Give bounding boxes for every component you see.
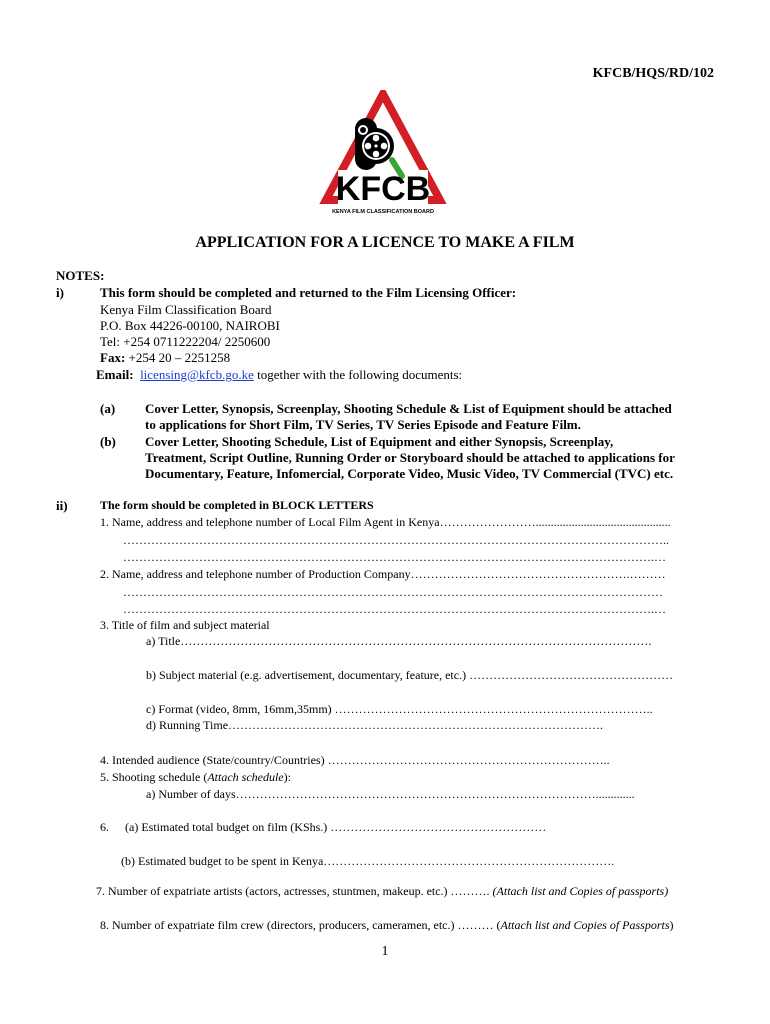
question-1-line-2[interactable]: ……………………………………………………………………………………………………………………….. [123, 533, 669, 547]
logo-wordmark: KFCB [335, 170, 431, 208]
question-6b-kenya-budget[interactable]: (b) Estimated budget to be spent in Kenya………………………………………………………………. [121, 854, 615, 868]
doc-a-text: Cover Letter, Synopsis, Screenplay, Shooting Schedule & List of Equipment should be attached to applications for Short Film, TV Series, TV Series Episode and Feature Film. [145, 401, 672, 432]
doc-a-label: (a) [100, 401, 116, 416]
question-3a-title[interactable]: a) Title………………………………………………………………………………………………………. [146, 634, 652, 648]
question-3c-format[interactable]: c) Format (video, 8mm, 16mm,35mm) …………………………………………………………………….. [146, 702, 653, 716]
question-3d-running-time[interactable]: d) Running Time…………………………………………………………………………………. [146, 718, 604, 732]
question-5a-days[interactable]: a) Number of days………………………………………………………………………………............. [146, 787, 635, 801]
fax-number: +254 20 – 2251258 [125, 350, 231, 365]
question-3: 3. Title of film and subject material [100, 618, 270, 632]
org-name: Kenya Film Classification Board [100, 302, 272, 317]
question-2-line-3[interactable]: …………………………………………………………………………………………………………………….… [123, 602, 666, 616]
question-5: 5. Shooting schedule (Attach schedule): [100, 770, 291, 784]
question-6a-total-budget[interactable]: (a) Estimated total budget on film (KShs.) ……………………………………………… [125, 820, 547, 834]
telephone: Tel: +254 0711222204/ 2250600 [100, 334, 271, 349]
po-box: P.O. Box 44226-00100, NAIROBI [100, 318, 280, 333]
question-7[interactable]: 7. Number of expatriate artists (actors, actresses, stuntmen, makeup. etc.) ………. (Attach list and Copies of passports) [96, 884, 669, 898]
kfcb-logo [318, 90, 448, 220]
question-1-line-3[interactable]: …………………………………………………………………………………………………………………….… [123, 550, 666, 564]
email-tail: together with the following documents: [253, 367, 463, 382]
doc-b-text: Cover Letter, Shooting Schedule, List of Equipment and either Synopsis, Screenplay, Treatment, Script Outline, Running Order or Storyboard should be attached to applications for Documentary, Feature, Infomercial, Corporate Video, Music Video, TV Commercial (TVC) etc. [145, 434, 675, 481]
question-2[interactable]: 2. Name, address and telephone number of Production Company……………………………………………….……… [100, 567, 666, 581]
note-ii-number: ii) [56, 498, 68, 513]
question-3b-subject[interactable]: b) Subject material (e.g. advertisement, documentary, feature, etc.) …………………………………………… [146, 668, 674, 682]
logo-tagline: KENYA FILM CLASSIFICATION BOARD [332, 209, 434, 215]
email-link[interactable]: licensing@kfcb.go.ke [140, 367, 254, 382]
email-label: Email: [96, 367, 134, 382]
notes-label: NOTES: [56, 268, 105, 283]
note-i-heading: This form should be completed and returned to the Film Licensing Officer: [100, 285, 517, 300]
question-8[interactable]: 8. Number of expatriate film crew (directors, producers, cameramen, etc.) ……… (Attach list and Copies of Passports) [100, 918, 674, 932]
page-number: 1 [381, 944, 389, 959]
note-i-number: i) [56, 285, 64, 300]
form-title: APPLICATION FOR A LICENCE TO MAKE A FILM [195, 234, 575, 251]
note-ii-heading: The form should be completed in BLOCK LETTERS [100, 498, 374, 512]
doc-b-label: (b) [100, 434, 116, 449]
question-2-line-2[interactable]: ……………………………………………………………………………………………………………………… [123, 585, 663, 599]
film-reel-icon [355, 118, 402, 176]
question-4[interactable]: 4. Intended audience (State/country/Countries) …………………………………………………………….. [100, 753, 610, 767]
fax-label: Fax: [100, 350, 126, 365]
question-6-number: 6. [100, 820, 109, 834]
question-1[interactable]: 1. Name, address and telephone number of Local Film Agent in Kenya……………………............................................. [100, 515, 671, 529]
document-reference: KFCB/HQS/RD/102 [592, 66, 714, 81]
